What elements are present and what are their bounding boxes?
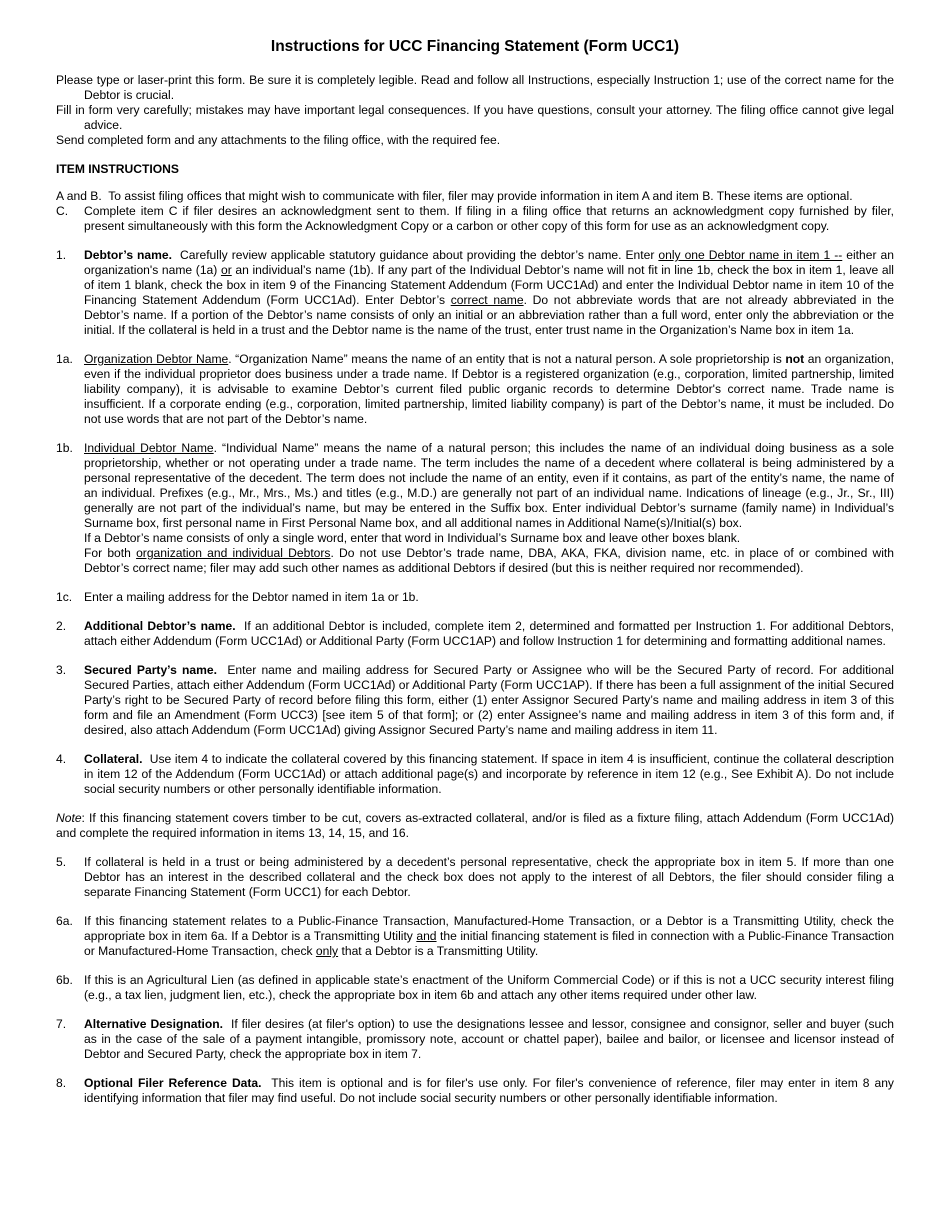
note-text: : If this financing statement covers timber to be cut, covers as-extracted collateral, and/or is filed as a fixture filing, attach Addendum (Form UCC1Ad) and complete the required information in items 13, 14, 15, and 16. bbox=[56, 811, 894, 840]
item-emphasis: only bbox=[315, 944, 339, 958]
item-7 bbox=[56, 1017, 894, 1062]
note-label: Note bbox=[56, 811, 82, 825]
item-text: If filer desires (at filer's option) to use the designations lessee and lessor, consignee and consignor, seller and buyer (such as in the case of the sale of a payment intangible, promissory note, account or chattel paper), bailee and bailor, or licensee and licensor instead of Debtor and Secured Party, check the appropriate box in item 7. bbox=[84, 1017, 894, 1061]
item-emphasis: and bbox=[416, 929, 437, 943]
item-text: either an organization's name (1a) bbox=[84, 248, 894, 277]
item-text: Carefully review applicable statutory guidance about providing the debtor’s name. Enter bbox=[179, 248, 655, 262]
item-heading: Individual Debtor Name bbox=[84, 441, 214, 455]
item-text: Enter name and mailing address for Secured Party or Assignee who will be the Secured Party of record. For additional Secured Parties, attach either Addendum (Form UCC1Ad) or Additional Party (Form UCC1AP). If there has been a full assignment of the initial Secured Party’s right to be Secured Party of record before filing this form, either (1) enter Assignor Secured Party’s name and mailing address in item 3 of this form and file an Amendment (Form UCC3) [see item 5 of that form]; or (2) enter Assignee’s name and mailing address in item 3 of this form and, if desired, also attach Addendum (Form UCC1Ad) giving Assignor Secured Party’s name and mailing address in item 11. bbox=[84, 663, 894, 737]
item-emphasis: correct name bbox=[450, 293, 524, 307]
item-text: . “Individual Name” means the name of a natural person; this includes the name of an individual doing business as a sole proprietorship, whether or not operating under a trade name. The term includes the name of a decedent where collateral is being administered by a personal representative of the decedent. The term does not include the name of an entity, even if it contains, as part of the entity’s name, the name of an individual. Prefixes (e.g., Mr., Mrs., Ms.) and titles (e.g., M.D.) are generally not part of an individual name. Indications of lineage (e.g., Jr., Sr., III) generally are not part of the individual’s name, but may be entered in the Suffix box. Enter individual Debtor’s surname (family name) in Individual’s Surname box, first personal name in First Personal Name box, and all additional names in Additional Name(s)/Initial(s) box. bbox=[84, 441, 894, 530]
item-heading: Additional Debtor’s name. bbox=[84, 619, 236, 633]
item-heading: Optional Filer Reference Data. bbox=[84, 1076, 262, 1090]
item-2 bbox=[56, 619, 894, 649]
item-text: . Do not abbreviate words that are not already abbreviated in the Debtor’s name. If a portion of the Debtor’s name consists of only an initial or an abbreviation rather than a full word, enter only the abbreviation or the initial. If the collateral is held in a trust and the Debtor name is the name of the trust, enter trust name in the Organization’s Name box in item 1a. bbox=[84, 293, 894, 337]
item-text: Use item 4 to indicate the collateral covered by this financing statement. If space in item 4 is insufficient, continue the collateral description in item 12 of the Addendum (Form UCC1Ad) or attach additional page(s) and incorporate by reference in item 12 (e.g., See Exhibit A). Do not include social security numbers or other personally identifiable information. bbox=[84, 752, 894, 796]
item-number: 4. bbox=[56, 752, 67, 766]
item-number: 3. bbox=[56, 663, 67, 677]
item-text: an organization, even if the individual proprietor does business under a trade name. If Debtor is a registered organization (e.g., corporation, limited partnership, limited liability company), it is advisable to examine Debtor’s current filed public organic records to determine Debtor's correct name. Trade name is insufficient. If a corporate ending (e.g., corporation, limited partnership, limited liability company) is part of the Debtor’s name, it must be included. Do not use words that are not part of the Debtor’s name. bbox=[84, 352, 894, 426]
item-emphasis: organization and individual Debtors bbox=[136, 546, 331, 560]
item-6b bbox=[56, 973, 894, 1003]
item-number: 2. bbox=[56, 619, 67, 633]
item-1 bbox=[56, 248, 894, 338]
item-text: If a Debtor’s name consists of only a single word, enter that word in Individual’s Surname box and leave other boxes blank. bbox=[84, 531, 741, 545]
intro-paragraph: Send completed form and any attachments to the filing office, with the required fee. bbox=[56, 133, 501, 147]
item-text: To assist filing offices that might wish to communicate with filer, filer may provide information in item A and item B. These items are optional. bbox=[108, 189, 853, 203]
item-text: Enter a mailing address for the Debtor named in item 1a or 1b. bbox=[84, 590, 419, 604]
item-number: 1c. bbox=[56, 590, 73, 604]
item-text: If this is an Agricultural Lien (as defined in applicable state’s enactment of the Uniform Commercial Code) or if this is not a UCC security interest filing (e.g., a tax lien, judgment lien, etc.), check the appropriate box in item 6b and attach any other items required under other law. bbox=[84, 973, 894, 1002]
item-5 bbox=[56, 855, 894, 900]
intro-paragraph: Fill in form very carefully; mistakes may have important legal consequences. If you have questions, consult your attorney. The filing office cannot give legal advice. bbox=[56, 103, 894, 132]
item-c bbox=[56, 204, 894, 234]
page-title: Instructions for UCC Financing Statement (Form UCC1) bbox=[270, 38, 680, 55]
item-8 bbox=[56, 1076, 894, 1106]
item-number: 8. bbox=[56, 1076, 67, 1090]
item-heading: Alternative Designation. bbox=[84, 1017, 224, 1031]
item-emphasis: not bbox=[785, 352, 805, 366]
item-number: 1a. bbox=[56, 352, 73, 366]
item-4 bbox=[56, 752, 894, 797]
intro-section bbox=[56, 73, 894, 148]
intro-paragraph: Please type or laser-print this form. Be sure it is completely legible. Read and follow all Instructions, especially Instruction 1; use of the correct name for the Debtor is crucial. bbox=[56, 73, 894, 102]
item-6a bbox=[56, 914, 894, 959]
item-1c bbox=[56, 590, 894, 605]
item-number: 6a. bbox=[56, 914, 73, 928]
item-ab bbox=[56, 189, 894, 204]
item-1b bbox=[56, 441, 894, 576]
item-heading: Secured Party’s name. bbox=[84, 663, 217, 677]
item-3 bbox=[56, 663, 894, 738]
item-1a bbox=[56, 352, 894, 427]
item-heading: Organization Debtor Name bbox=[84, 352, 229, 366]
item-text: Complete item C if filer desires an acknowledgment sent to them. If filing in a filing office that returns an acknowledgment copy furnished by filer, present simultaneously with this form the Acknowledgment Copy or a carbon or other copy of this form for use as an acknowledgment copy. bbox=[84, 204, 894, 233]
item-number: 1b. bbox=[56, 441, 73, 455]
item-heading: Collateral. bbox=[84, 752, 143, 766]
item-text: the initial financing statement is filed in connection with a Public-Finance Transaction or Manufactured-Home Transaction, check bbox=[84, 929, 894, 958]
item-number: A and B. bbox=[56, 189, 102, 203]
item-text: If an additional Debtor is included, complete item 2, determined and formatted per Instruction 1. For additional Debtors, attach either Addendum (Form UCC1Ad) or Additional Party (Form UCC1AP) and follow Instruction 1 for determining and formatting additional names. bbox=[84, 619, 894, 648]
item-text: that a Debtor is a Transmitting Utility. bbox=[341, 944, 539, 958]
item-number: 5. bbox=[56, 855, 67, 869]
item-text: . “Organization Name” means the name of an entity that is not a natural person. A sole proprietorship is bbox=[228, 352, 782, 366]
item-text: an individual’s name (1b). If any part of the Individual Debtor’s name will not fit in line 1b, check the box in item 1, leave all of item 1 blank, check the box in item 9 of the Financing Statement Addendum (Form UCC1Ad) and enter the Individual Debtor name in item 10 of the Financing Statement Addendum (Form UCC1Ad). Enter Debtor’s bbox=[84, 263, 894, 307]
item-number: 1. bbox=[56, 248, 67, 262]
instructions-page bbox=[56, 37, 894, 1106]
item-number: 6b. bbox=[56, 973, 73, 987]
item-text: This item is optional and is for filer's use only. For filer's convenience of reference, filer may enter in item 8 any identifying information that filer may find useful. Do not include social security numbers or other personally identifiable information. bbox=[84, 1076, 894, 1105]
section-heading: ITEM INSTRUCTIONS bbox=[56, 162, 179, 176]
note-paragraph bbox=[56, 811, 894, 841]
item-text: For both bbox=[84, 546, 131, 560]
item-text: If this financing statement relates to a Public-Finance Transaction, Manufactured-Home Transaction, or a Debtor is a Transmitting Utility, check the appropriate box in item 6a. If a Debtor is a Transmitting Utility bbox=[84, 914, 894, 943]
item-text: If collateral is held in a trust or being administered by a decedent’s personal representative, check the appropriate box in item 5. If more than one Debtor has an interest in the described collateral and the check box does not apply to the interest of all Debtors, the filer should consider filing a separate Financing Statement (Form UCC1) for each Debtor. bbox=[84, 855, 894, 899]
item-number: C. bbox=[56, 204, 69, 218]
item-number: 7. bbox=[56, 1017, 67, 1031]
item-heading: Debtor’s name. bbox=[84, 248, 172, 262]
item-emphasis: or bbox=[220, 263, 232, 277]
item-text: . Do not use Debtor’s trade name, DBA, AKA, FKA, division name, etc. in place of or combined with Debtor’s correct name; filer may add such other names as additional Debtors if desired (but this is neither required nor recommended). bbox=[84, 546, 894, 575]
item-emphasis: only one Debtor name in item 1 -- bbox=[658, 248, 843, 262]
